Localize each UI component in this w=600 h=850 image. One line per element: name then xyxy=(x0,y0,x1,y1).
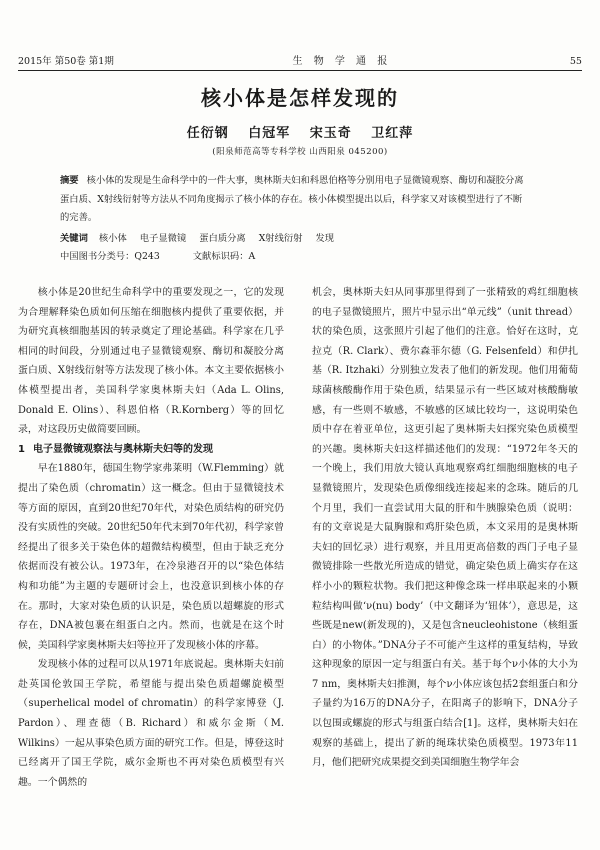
section-number: 1 xyxy=(18,443,25,455)
classification-line xyxy=(60,250,530,264)
authors: 任衍钢 白冠军 宋玉奇 卫红萍 xyxy=(186,126,414,141)
affiliation: (阳泉师范高等专科学校 山西阳泉 045200) xyxy=(212,147,388,157)
body-paragraph: 早在1880年，德国生物学家弗莱明（W.Flemming）就提出了染色质（chromatin）这一概念。但由于显微镜技术等方面的原因，直到20世纪70年代，对染色质结构的研究仍没有实质性的突破。20世纪50年代末到70年代初，科学家曾经提出了很多关于染色体的超微结构模型，但由于缺乏充分依据而没有被公认。1973年，在冷泉港召开的以“染色体结构和功能”为主题的专题研讨会上，也没意识到核小体的存在。那时，大家对染色质的认识是，染色质以超螺旋的形式存在，DNA被包裹在组蛋白之内。然而，也就是在这个时候，美国科学家奥林斯夫妇等拉开了发现核小体的序幕。 xyxy=(18,463,284,651)
keyword: 蛋白质分离 xyxy=(199,233,246,244)
abstract xyxy=(60,172,530,228)
clc-number: 中国图书分类号：Q243 xyxy=(60,251,160,262)
section-title: 电子显微镜观察法与奥林斯夫妇等的发现 xyxy=(32,443,213,455)
running-header xyxy=(18,52,582,71)
abstract-text: 核小体的发现是生命科学中的一件大事，奥林斯夫妇和科恩伯格等分别用电子显微镜观察、酶切和凝胶分离蛋白质、X射线衍射等方法从不同角度揭示了核小体的存在。核小体模型提出以后，科学家又对该模型进行了不断的完善。 xyxy=(60,175,524,223)
left-column xyxy=(18,283,284,792)
article-title: 核小体是怎样发现的 xyxy=(201,86,399,110)
keyword: X射线衍射 xyxy=(258,233,303,244)
abstract-label: 摘要 xyxy=(60,175,79,186)
right-column xyxy=(312,283,578,773)
body-paragraph: 机会，奥林斯夫妇从同事那里得到了一张精致的鸡红细胞核的电子显微镜照片，照片中显示出“单元线”（unit thread）状的染色质，这张照片引起了他们的注意。恰好在这时，克拉克（R. Clark）、费尔森菲尔德（G. Felsenfeld）和伊扎基（R. Itzhaki）分别独立发表了他们的新发现。他们用葡萄球菌核酸酶作用于染色质，结果显示有一些区域对核酸酶敏感，有一些则不敏感，不敏感的区域比较均一，这说明染色质中存在着亚单位，这更引起了奥林斯夫妇探究染色质模型的兴趣。奥林斯夫妇这样描述他们的发现：“1972年冬天的一个晚上，我们用放大镜认真地观察鸡红细胞细胞核的电子显微镜照片，发现染色质像细线连接起来的念珠。随后的几个月里，我们一直尝试用大鼠的肝和牛胰腺染色质（说明：有的文章说是大鼠胸腺和鸡肝染色质，本文采用的是奥林斯夫妇的回忆录）进行观察，并且用更高倍数的西门子电子显微镜排除一些散光所造成的错觉，确定染色质上确实存在这样小小的颗粒状物。我们把这种像念珠一样串联起来的小颗粒结构叫做‘ν(nu) body’（中文翻译为‘钮体’），意思是，这些既是new(新发现的)，又是包含neucleohistone（核组蛋白）的小物体。”DNA分子不可能产生这样的重复结构，导致这种现象的原因一定与组蛋白有关。基于每个ν小体的大小为7 nm，奥林斯夫妇推测，每个ν小体应该包括2套组蛋白和分子量约为16万的DNA分子，在阳离子的影响下，DNA分子以包围或螺旋的形式与组蛋白结合[1]。这样，奥林斯夫妇在观察的基础上，提出了新的绳珠状染色质模型。1973年11月，他们把研究成果提交到美国细胞生物学年会 xyxy=(312,287,578,769)
body-paragraph: 发现核小体的过程可以从1971年底说起。奥林斯夫妇前赴英国伦敦国王学院，希望能与提出染色质超螺旋模型（superhelical model of chromatin）的科学家博登（J. Pardon）、理查德（B. Richard）和威尔金斯（M. Wilkins）一起从事染色质方面的研究工作。但是，博登这时已经离开了国王学院，威尔金斯也不再对染色质模型有兴趣。一个偶然的 xyxy=(18,659,284,788)
keyword: 发现 xyxy=(315,233,335,244)
intro-paragraph: 核小体是20世纪生命科学中的重要发现之一，它的发现为合理解释染色质如何压缩在细胞核内提供了重要依据，并为研究真核细胞基因的转录奠定了理论基础。科学家在几乎相同的时间段，分别通过电子显微镜观察、酶切和凝胶分离蛋白质、X射线衍射等方法发现了核小体。本文主要依据核小体模型提出者，美国科学家奥林斯夫妇（Ada L. Olins, Donald E. Olins）、科恩伯格（R.Kornberg）等的回忆录，对这段历史做简要回顾。 xyxy=(18,287,284,436)
journal-issue: 2015年 第50卷 第1期 xyxy=(18,56,114,67)
section-heading xyxy=(18,440,284,460)
page-number: 55 xyxy=(569,56,582,67)
keyword: 电子显微镜 xyxy=(139,233,187,244)
document-code: 文献标识码：A xyxy=(192,251,256,262)
keywords xyxy=(60,232,530,246)
keyword: 核小体 xyxy=(98,233,127,244)
keywords-label: 关键词 xyxy=(60,233,88,244)
journal-name: 生 物 学 通 报 xyxy=(292,56,392,67)
